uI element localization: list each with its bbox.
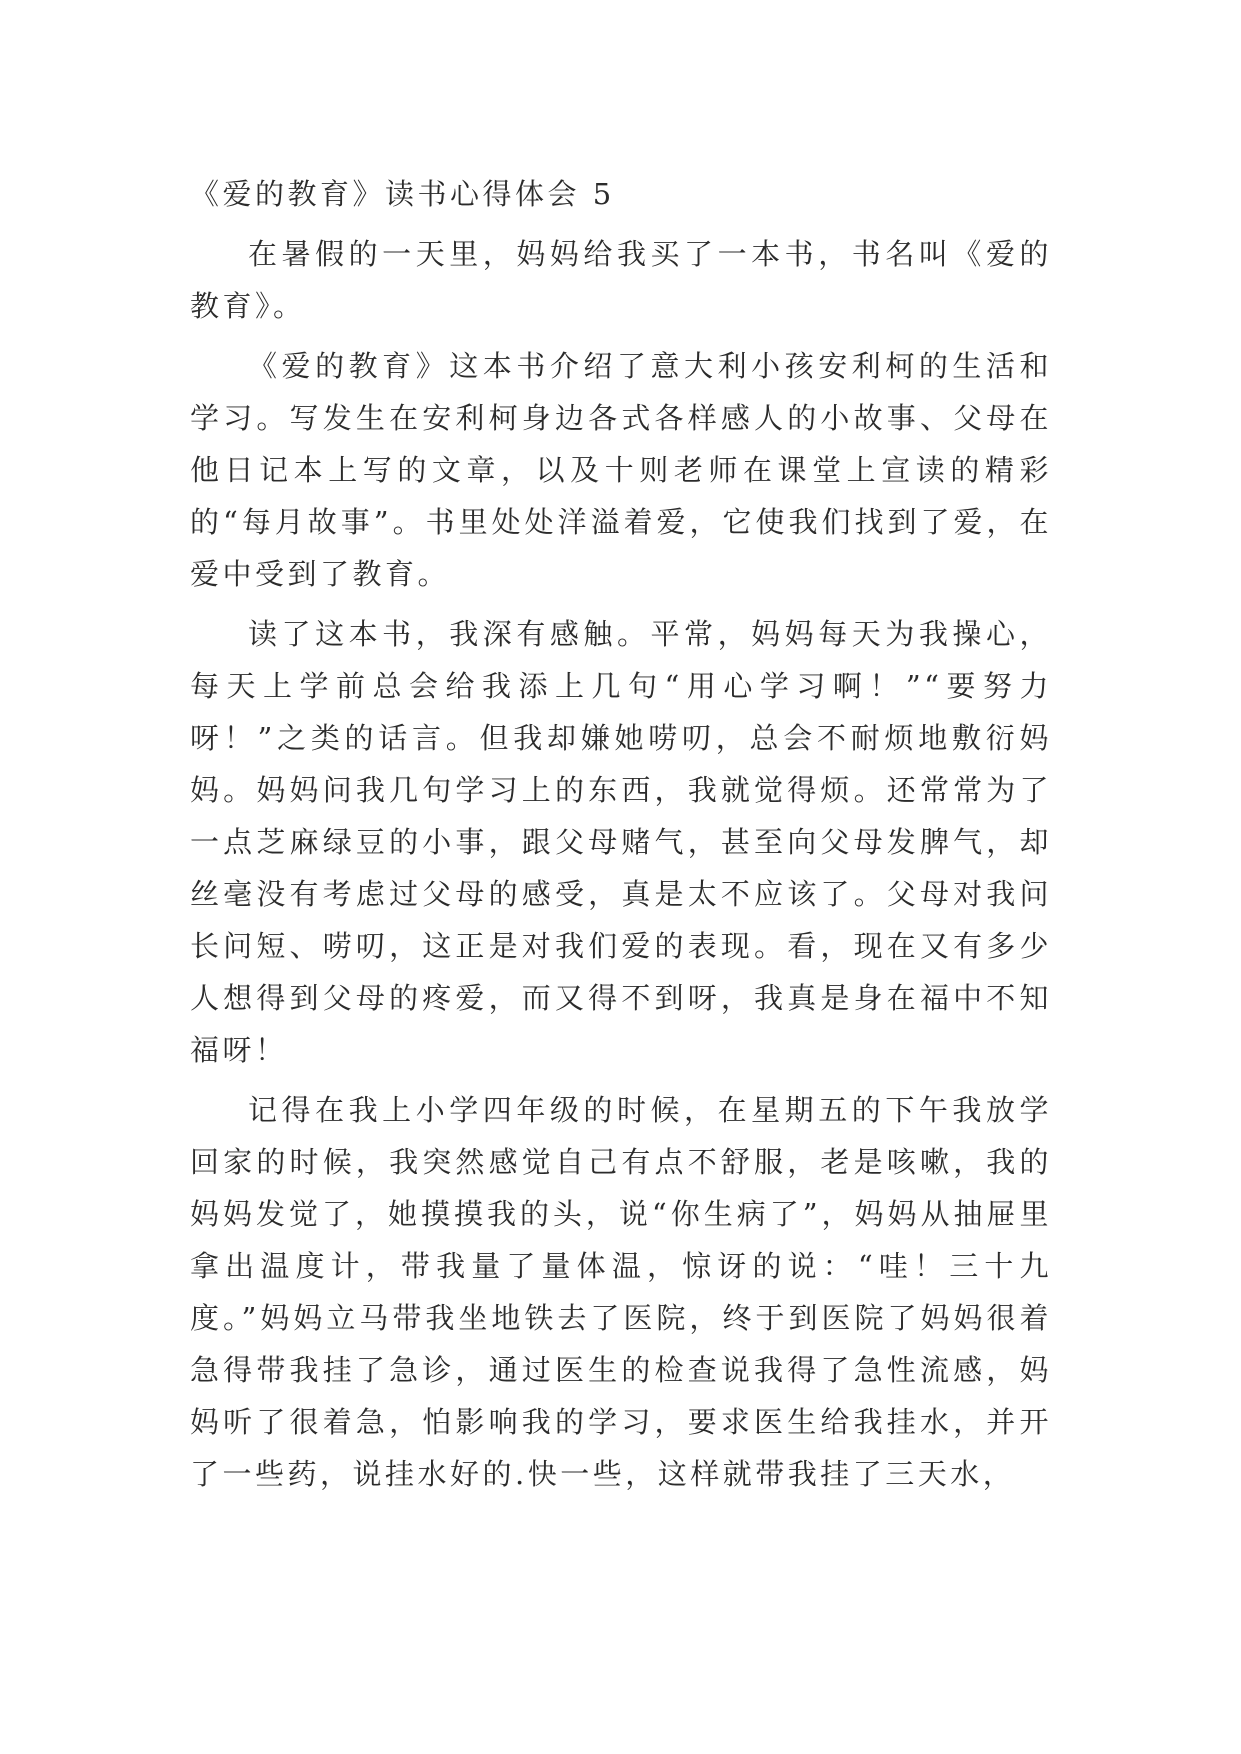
document-title: 《爱的教育》读书心得体会 5 (190, 177, 615, 211)
paragraph-3: 读了这本书，我深有感触。平常，妈妈每天为我操心，每天上学前总会给我添上几句“用心学习啊！”“要努力呀！”之类的话言。但我却嫌她唠叨，总会不耐烦地敷衍妈妈。妈妈问我几句学习上的东西，我就觉得烦。还常常为了一点芝麻绿豆的小事，跟父母赌气，甚至向父母发脾气，却丝毫没有考虑过父母的感受，真是太不应该了。父母对我问长问短、唠叨，这正是对我们爱的表现。看，现在又有多少人想得到父母的疼爱，而又得不到呀，我真是身在福中不知福呀！ (190, 617, 1052, 1067)
paragraph-1: 在暑假的一天里，妈妈给我买了一本书，书名叫《爱的教育》。 (190, 237, 1052, 323)
paragraph-2: 《爱的教育》这本书介绍了意大利小孩安利柯的生活和学习。写发生在安利柯身边各式各样感人的小故事、父母在他日记本上写的文章，以及十则老师在课堂上宣读的精彩的“每月故事”。书里处处洋溢着爱，它使我们找到了爱，在爱中受到了教育。 (190, 349, 1052, 591)
document-body (190, 168, 1052, 1508)
paragraph-4: 记得在我上小学四年级的时候，在星期五的下午我放学回家的时候，我突然感觉自己有点不舒服，老是咳嗽，我的妈妈发觉了，她摸摸我的头，说“你生病了”，妈妈从抽屉里拿出温度计，带我量了量体温，惊讶的说：“哇！三十九度。”妈妈立马带我坐地铁去了医院，终于到医院了妈妈很着急得带我挂了急诊，通过医生的检查说我得了急性流感，妈妈听了很着急，怕影响我的学习，要求医生给我挂水，并开了一些药，说挂水好的.快一些，这样就带我挂了三天水， (190, 1093, 1052, 1491)
